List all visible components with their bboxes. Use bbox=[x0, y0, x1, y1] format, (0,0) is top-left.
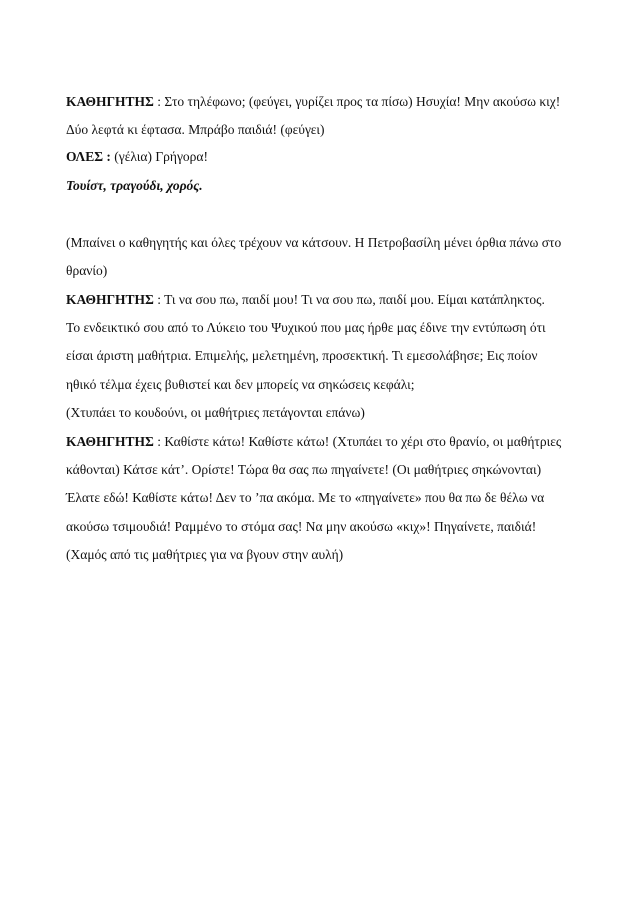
line-text: κάθονται) Κάτσε κάτ’. Ορίστε! Τώρα θα σας πω πηγαίνετε! (Οι μαθήτριες σηκώνονται) bbox=[66, 462, 542, 477]
stage-direction bbox=[66, 234, 561, 252]
line-text: Το ενδεικτικό σου από το Λύκειο του Ψυχικού που μας ήρθε μας έδινε την εντύπωση ότι bbox=[66, 320, 546, 335]
dialogue-line bbox=[66, 489, 544, 507]
dialogue-line bbox=[66, 433, 561, 451]
dialogue-line bbox=[66, 93, 560, 111]
dialogue-line bbox=[66, 319, 546, 337]
line-text: : Στο τηλέφωνο; (φεύγει, γυρίζει προς τα πίσω) Ησυχία! Μην ακούσω κιχ! bbox=[153, 94, 561, 109]
line-text: : Καθίστε κάτω! Καθίστε κάτω! (Χτυπάει το χέρι στο θρανίο, οι μαθήτριες bbox=[153, 434, 562, 449]
dialogue-line bbox=[66, 148, 208, 166]
line-text: ηθικό τέλμα έχεις βυθιστεί και δεν μπορείς να σηκώσεις κεφάλι; bbox=[66, 377, 415, 392]
speaker-name: ΟΛΕΣ : bbox=[66, 149, 111, 164]
line-text: (Χτυπάει το κουδούνι, οι μαθήτριες πετάγονται επάνω) bbox=[66, 405, 365, 420]
stage-direction bbox=[66, 262, 107, 280]
line-text: θρανίο) bbox=[66, 263, 108, 278]
dialogue-line bbox=[66, 518, 536, 536]
line-text: (γέλια) Γρήγορα! bbox=[110, 149, 208, 164]
dialogue-line bbox=[66, 461, 541, 479]
emphasis-text: Τουίστ, τραγούδι, χορός. bbox=[66, 178, 203, 193]
line-text: Δύο λεφτά κι έφτασα. Μπράβο παιδιά! (φεύγει) bbox=[66, 122, 325, 137]
line-text: είσαι άριστη μαθήτρια. Επιμελής, μελετημένη, προσεκτική. Τι εμεσολάβησε; Εις ποίον bbox=[66, 348, 538, 363]
line-text: (Μπαίνει ο καθηγητής και όλες τρέχουν να κάτσουν. Η Πετροβασίλη μένει όρθια πάνω στο bbox=[66, 235, 562, 250]
stage-direction bbox=[66, 546, 343, 564]
speaker-name: ΚΑΘΗΓΗΤΗΣ bbox=[66, 94, 154, 109]
line-text: ακούσω τσιμουδιά! Ραμμένο το στόμα σας! Να μην ακούσω «κιχ»! Πηγαίνετε, παιδιά! bbox=[66, 519, 537, 534]
line-text: Έλατε εδώ! Καθίστε κάτω! Δεν το ’πα ακόμα. Με το «πηγαίνετε» που θα πω δε θέλω να bbox=[66, 490, 545, 505]
line-text: : Τι να σου πω, παιδί μου! Τι να σου πω, παιδί μου. Είμαι κατάπληκτος. bbox=[153, 292, 545, 307]
dialogue-line bbox=[66, 121, 325, 139]
dialogue-line bbox=[66, 376, 415, 394]
dialogue-line bbox=[66, 291, 545, 309]
dialogue-line bbox=[66, 347, 537, 365]
speaker-name: ΚΑΘΗΓΗΤΗΣ bbox=[66, 434, 154, 449]
line-text: (Χαμός από τις μαθήτριες για να βγουν στην αυλή) bbox=[66, 547, 344, 562]
stage-direction bbox=[66, 404, 365, 422]
stage-heading bbox=[66, 177, 203, 195]
speaker-name: ΚΑΘΗΓΗΤΗΣ bbox=[66, 292, 154, 307]
